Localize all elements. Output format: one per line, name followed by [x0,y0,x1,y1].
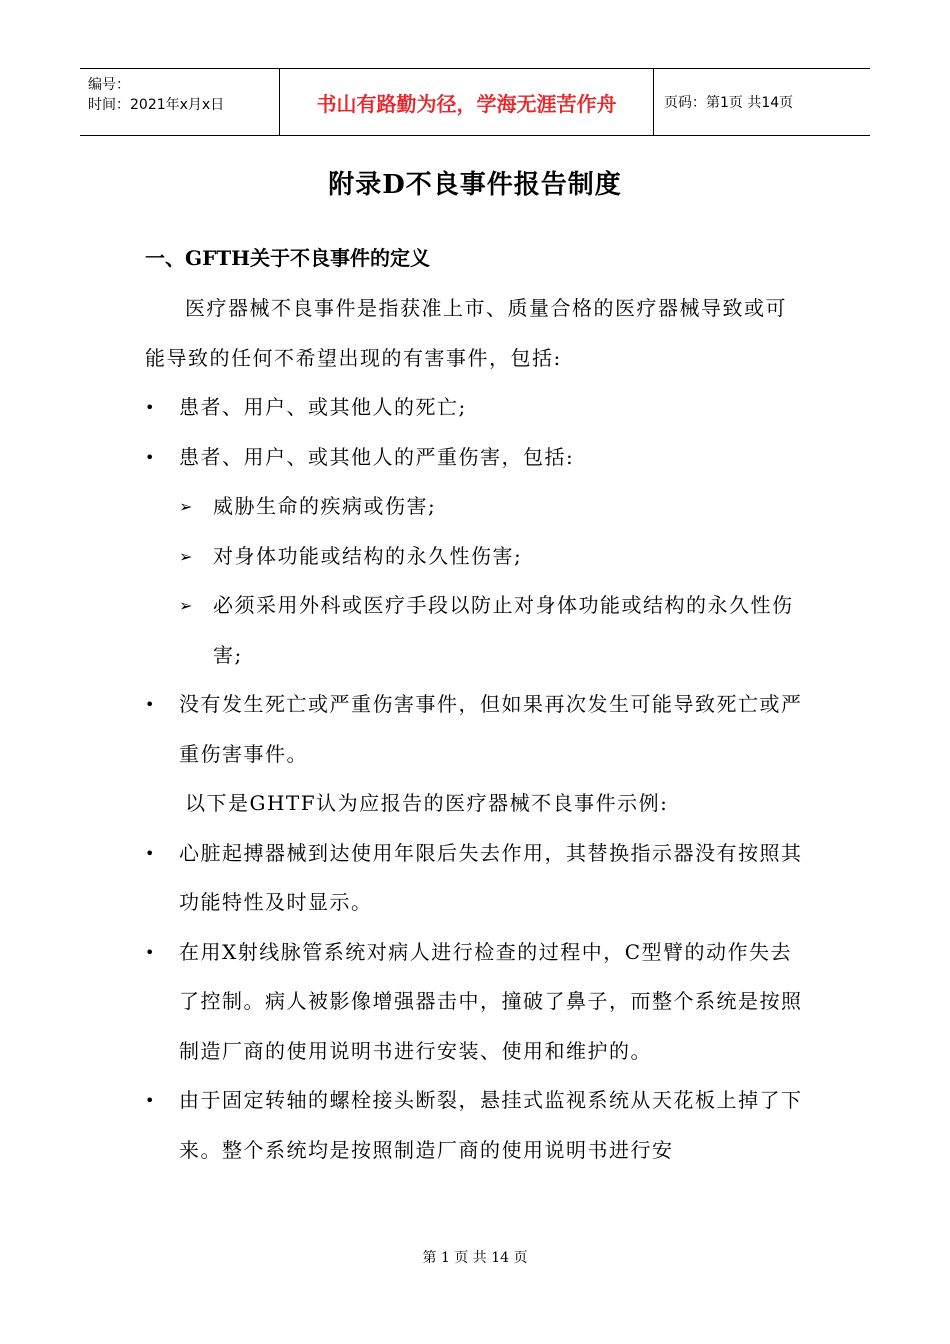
list-item [145,383,805,433]
header-page-info: 页码：第1页 共14页 [664,95,794,111]
sub-list-item-text: 对身体功能或结构的永久性伤害; [213,543,523,568]
bullet-icon: • [145,1091,156,1110]
sub-list-item [145,581,805,680]
list-item [145,680,805,779]
list-item-text: 由于固定转轴的螺栓接头断裂，悬挂式监视系统从天花板上掉了下来。整个系统均是按照制造厂商的使用说明书进行安 [179,1088,803,1162]
section-heading: 一、GFTH关于不良事件的定义 [145,246,431,270]
page-footer: 第 1 页 共 14 页 [422,1250,528,1266]
bullet-icon: • [145,942,156,962]
header-number: 编号： [88,77,130,93]
list-item-text: 患者、用户、或其他人的严重伤害，包括: [179,444,575,469]
list-item [145,433,805,483]
examples-intro: 以下是GHTF认为应报告的医疗器械不良事件示例: [185,791,669,815]
list-item-text: 没有发生死亡或严重伤害事件，但如果再次发生可能导致死亡或严重伤害事件。 [179,692,803,766]
list-item [145,829,805,928]
bullet-icon: • [145,695,156,714]
arrow-right-icon: ➢ [179,497,194,516]
sub-list-item [145,482,805,532]
sub-list-item-text: 威胁生命的疾病或伤害; [213,494,437,518]
page-header [80,68,870,136]
document-body [145,284,805,1175]
arrow-right-icon: ➢ [179,546,194,566]
list-item-text: 患者、用户、或其他人的死亡; [179,395,467,419]
header-time: 时间：2021年x月x日 [88,97,225,113]
list-item-text: 心脏起搏器械到达使用年限后失去作用，其替换指示器没有按照其功能特性及时显示。 [179,840,803,914]
header-motto: 书山有路勤为径，学海无涯苦作舟 [280,69,654,135]
arrow-right-icon: ➢ [179,596,194,615]
bullet-icon: • [145,843,156,863]
header-meta [80,69,280,135]
sub-list-item-text: 必须采用外科或医疗手段以防止对身体功能或结构的永久性伤害; [213,593,794,667]
bullet-icon: • [145,447,156,467]
document-title: 附录D不良事件报告制度 [328,170,622,200]
list-item [145,928,805,1077]
sub-list-item [145,532,805,582]
list-item [145,1076,805,1175]
intro-paragraph: 医疗器械不良事件是指获准上市、质量合格的医疗器械导致或可能导致的任何不希望出现的有害事件，包括: [145,296,787,370]
bullet-icon: • [145,398,156,417]
list-item-text: 在用X射线脉管系统对病人进行检查的过程中，C型臂的动作失去了控制。病人被影像增强器击中，撞破了鼻子，而整个系统是按照制造厂商的使用说明书进行安装、使用和维护的。 [179,939,803,1063]
